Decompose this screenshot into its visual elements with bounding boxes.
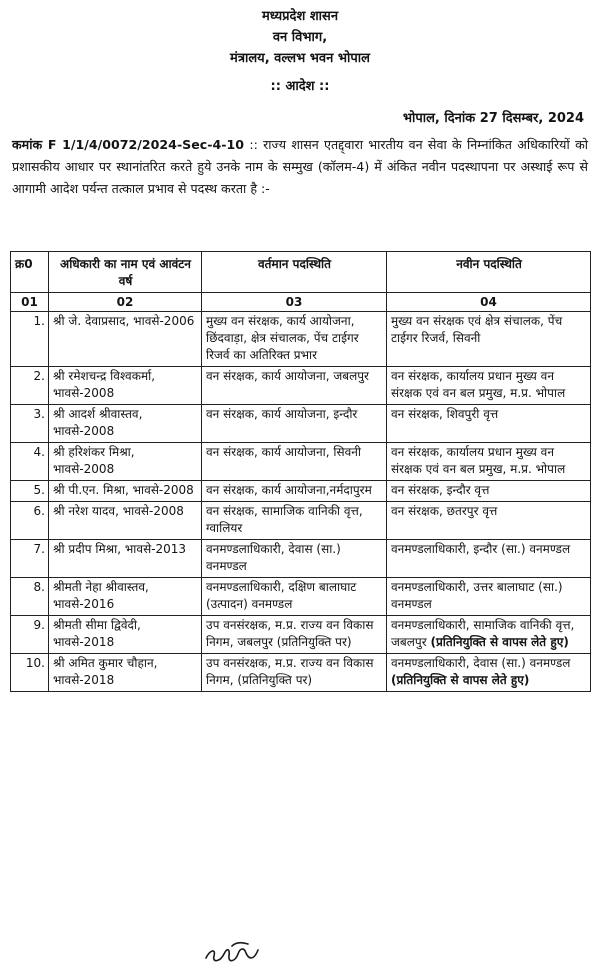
row-officer-name: श्री रमेशचन्द्र विश्वकर्मा, भावसे-2008: [49, 367, 202, 405]
row-officer-name: श्री पी.एन. मिश्रा, भावसे-2008: [49, 481, 202, 502]
row-serial: 3.: [11, 405, 49, 443]
row-current-posting: वन संरक्षक, कार्य आयोजना, सिवनी: [202, 443, 387, 481]
row-current-posting: वनमण्डलाधिकारी, देवास (सा.) वनमण्डल: [202, 540, 387, 578]
header-government: मध्यप्रदेश शासन: [261, 9, 339, 24]
header-serial: क्र0: [11, 252, 49, 293]
row-serial: 2.: [11, 367, 49, 405]
row-officer-name: श्री आदर्श श्रीवास्तव, भावसे-2008: [49, 405, 202, 443]
row-new-posting-text: वन संरक्षक, कार्यालय प्रधान मुख्य वन संरक्षक एवं वन बल प्रमुख, म.प्र. भोपाल: [391, 369, 566, 400]
row-serial: 7.: [11, 540, 49, 578]
row-new-posting: [387, 405, 591, 443]
row-current-posting: उप वनसंरक्षक, म.प्र. राज्य वन विकास निगम, (प्रतिनियुक्ति पर): [202, 654, 387, 692]
header-current-posting: वर्तमान पदस्थिति: [202, 252, 387, 293]
row-officer-name: श्री अमित कुमार चौहान, भावसे-2018: [49, 654, 202, 692]
row-serial: 4.: [11, 443, 49, 481]
table-row: [11, 502, 591, 540]
row-serial: 8.: [11, 578, 49, 616]
table-row: [11, 540, 591, 578]
row-deputation-note: (प्रतिनियुक्ति से वापस लेते हुए): [391, 673, 530, 687]
row-officer-name: श्री प्रदीप मिश्रा, भावसे-2013: [49, 540, 202, 578]
row-officer-name: श्रीमती सीमा द्विवेदी, भावसे-2018: [49, 616, 202, 654]
row-new-posting-text: वनमण्डलाधिकारी, उत्तर बालाघाट (सा.) वनमण्डल: [391, 580, 563, 611]
col-number: 03: [202, 293, 387, 312]
row-new-posting: [387, 443, 591, 481]
row-new-posting-text: वन संरक्षक, शिवपुरी वृत्त: [391, 407, 499, 421]
row-new-posting: [387, 616, 591, 654]
header-officer: अधिकारी का नाम एवं आवंटन वर्ष: [49, 252, 202, 293]
row-new-posting: [387, 654, 591, 692]
row-deputation-note: (प्रतिनियुक्ति से वापस लेते हुए): [430, 635, 569, 649]
col-number: 04: [387, 293, 591, 312]
row-new-posting-text: मुख्य वन संरक्षक एवं क्षेत्र संचालक, पेंच टाईगर रिजर्व, सिवनी: [391, 314, 563, 345]
row-new-posting: [387, 312, 591, 367]
row-new-posting-text: वन संरक्षक, कार्यालय प्रधान मुख्य वन संरक्षक एवं वन बल प्रमुख, म.प्र. भोपाल: [391, 445, 566, 476]
table-row: [11, 443, 591, 481]
header-new-posting: नवीन पदस्थिति: [387, 252, 591, 293]
col-number: 01: [11, 293, 49, 312]
date-line: भोपाल, दिनांक 27 दिसम्बर, 2024: [402, 111, 584, 126]
row-officer-name: श्रीमती नेहा श्रीवास्तव, भावसे-2016: [49, 578, 202, 616]
row-officer-name: श्री जे. देवाप्रसाद, भावसे-2006: [49, 312, 202, 367]
header-address: मंत्रालय, वल्लभ भवन भोपाल: [230, 51, 370, 66]
table-header-row: [11, 252, 591, 293]
document-header: [0, 6, 600, 69]
header-department: वन विभाग,: [272, 30, 328, 45]
table-row: [11, 312, 591, 367]
row-new-posting: [387, 578, 591, 616]
row-current-posting: वन संरक्षक, कार्य आयोजना, इन्दौर: [202, 405, 387, 443]
row-officer-name: श्री नरेश यादव, भावसे-2008: [49, 502, 202, 540]
row-new-posting: [387, 481, 591, 502]
row-current-posting: वन संरक्षक, कार्य आयोजना,नर्मदापुरम: [202, 481, 387, 502]
row-new-posting-text: वनमण्डलाधिकारी, इन्दौर (सा.) वनमण्डल: [391, 542, 571, 556]
row-new-posting-text: वनमण्डलाधिकारी, सामाजिक वानिकी वृत्त, जबलपुर: [391, 618, 575, 649]
row-serial: 10.: [11, 654, 49, 692]
row-new-posting: [387, 540, 591, 578]
row-current-posting: उप वनसंरक्षक, म.प्र. राज्य वन विकास निगम, जबलपुर (प्रतिनियुक्ति पर): [202, 616, 387, 654]
col-number: 02: [49, 293, 202, 312]
row-new-posting-text: वन संरक्षक, छतरपुर वृत्त: [391, 504, 498, 518]
intro-text: :: राज्य शासन एतद्द्वारा भारतीय वन सेवा के निम्नांकित अधिकारियों को प्रशासकीय आधार पर स्थानांतरित करते हुये उनके नाम के सम्मुख (कॉलम-4) में अंकित नवीन पदस्थापना पर अस्थाई रूप से आगामी आदेश पर्यन्त तत्काल प्रभाव से पदस्थ करता है :-: [12, 137, 589, 196]
row-serial: 1.: [11, 312, 49, 367]
intro-paragraph: [12, 134, 588, 200]
row-current-posting: वनमण्डलाधिकारी, दक्षिण बालाघाट (उत्पादन) वनमण्डल: [202, 578, 387, 616]
transfer-table: [10, 251, 591, 692]
row-current-posting: वन संरक्षक, कार्य आयोजना, जबलपुर: [202, 367, 387, 405]
table-row: [11, 654, 591, 692]
row-current-posting: वन संरक्षक, सामाजिक वानिकी वृत्त, ग्वालियर: [202, 502, 387, 540]
order-title: :: आदेश ::: [270, 79, 330, 94]
signature: [202, 936, 268, 966]
row-officer-name: श्री हरिशंकर मिश्रा, भावसे-2008: [49, 443, 202, 481]
row-current-posting: मुख्य वन संरक्षक, कार्य आयोजना, छिंदवाड़ा, क्षेत्र संचालक, पेंच टाईगर रिजर्व का अतिरिक्त प्रभार: [202, 312, 387, 367]
table-row: [11, 578, 591, 616]
table-row: [11, 616, 591, 654]
table-row: [11, 405, 591, 443]
order-number: कमांक F 1/1/4/0072/2024-Sec-4-10: [12, 137, 244, 152]
row-new-posting: [387, 367, 591, 405]
row-serial: 5.: [11, 481, 49, 502]
row-new-posting-text: वनमण्डलाधिकारी, देवास (सा.) वनमण्डल: [391, 656, 571, 670]
row-serial: 6.: [11, 502, 49, 540]
column-number-row: [11, 293, 591, 312]
table-row: [11, 481, 591, 502]
table-row: [11, 367, 591, 405]
row-new-posting: [387, 502, 591, 540]
row-serial: 9.: [11, 616, 49, 654]
row-new-posting-text: वन संरक्षक, इन्दौर वृत्त: [391, 483, 490, 497]
